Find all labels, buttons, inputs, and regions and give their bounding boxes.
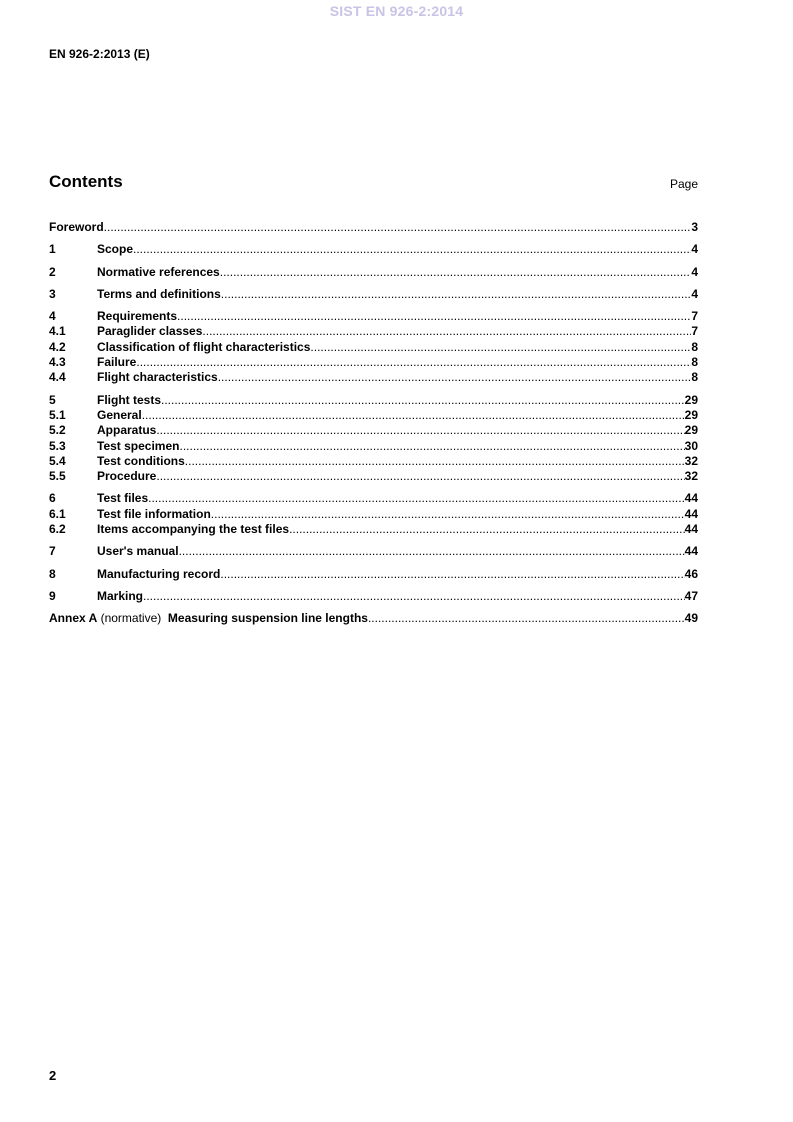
table-of-contents (49, 220, 698, 634)
toc-entry-title: Flight tests (97, 392, 162, 407)
toc-entry-test-file-information[interactable] (49, 507, 698, 522)
toc-entry-procedure[interactable] (49, 469, 698, 484)
toc-entry-number: 8 (49, 566, 56, 581)
toc-entry-title: Normative references (97, 264, 220, 279)
toc-entry-number: 5.5 (49, 469, 66, 484)
toc-entry-number: 6.1 (49, 506, 66, 521)
toc-entry-normative-references[interactable] (49, 265, 698, 280)
toc-leader-dots (133, 242, 691, 256)
toc-entry-page: 7 (691, 324, 698, 339)
toc-entry-title: Marking (97, 588, 144, 603)
toc-leader-dots (220, 567, 684, 581)
toc-entry-title: Procedure (97, 469, 157, 484)
toc-entry-page: 32 (684, 453, 698, 468)
toc-entry-page: 7 (691, 309, 698, 324)
toc-group-manufacturing (49, 567, 698, 582)
toc-entry-title: Terms and definitions (97, 286, 221, 301)
watermark: SIST EN 926-2:2014 (329, 3, 464, 19)
toc-entry-test-specimen[interactable] (49, 439, 698, 454)
toc-entry-number: 4.3 (49, 355, 66, 370)
toc-leader-dots (179, 544, 685, 558)
toc-entry-number: 9 (49, 588, 56, 603)
toc-entry-title (49, 611, 368, 625)
toc-entry-manufacturing-record[interactable] (49, 567, 698, 582)
toc-entry-test-files[interactable] (49, 491, 698, 506)
toc-entry-title: General (97, 407, 142, 422)
toc-entry-requirements[interactable] (49, 309, 698, 324)
toc-entry-number: 4.2 (49, 339, 66, 354)
toc-entry-number: 5.3 (49, 438, 66, 453)
toc-group-flight-tests (49, 393, 698, 485)
toc-entry-title: Items accompanying the test files (97, 522, 290, 537)
toc-leader-dots (218, 370, 692, 384)
toc-leader-dots (136, 355, 691, 369)
page-column-label: Page (669, 177, 698, 191)
document-reference: EN 926-2:2013 (E) (49, 47, 150, 61)
toc-entry-annex-a[interactable] (49, 611, 698, 626)
toc-entry-number: 4.1 (49, 324, 66, 339)
toc-entry-page: 44 (684, 506, 698, 521)
toc-entry-number: 6.2 (49, 522, 66, 537)
toc-leader-dots (156, 469, 684, 483)
toc-entry-number: 5 (49, 392, 56, 407)
toc-entry-general[interactable] (49, 408, 698, 423)
toc-group-test-files (49, 491, 698, 537)
toc-group-annex-a (49, 611, 698, 626)
toc-entry-terms-and-definitions[interactable] (49, 287, 698, 302)
toc-entry-title: User's manual (97, 544, 179, 559)
toc-leader-dots (161, 393, 685, 407)
toc-entry-title: Failure (97, 355, 137, 370)
toc-entry-title: Test conditions (97, 453, 185, 468)
toc-leader-dots (143, 589, 685, 603)
toc-entry-title: Foreword (49, 220, 104, 234)
toc-leader-dots (185, 454, 685, 468)
toc-entry-number: 5.1 (49, 407, 66, 422)
toc-entry-page: 49 (684, 611, 698, 626)
toc-leader-dots (179, 439, 684, 453)
toc-entry-page: 44 (684, 491, 698, 506)
toc-entry-page: 29 (684, 392, 698, 407)
toc-group-normative (49, 265, 698, 280)
toc-entry-number: 7 (49, 544, 56, 559)
page-number: 2 (49, 1068, 57, 1083)
toc-entry-page: 3 (691, 220, 698, 234)
toc-leader-dots (177, 309, 691, 323)
toc-leader-dots (148, 491, 685, 505)
toc-entry-title: Test files (97, 491, 149, 506)
toc-leader-dots (289, 522, 685, 536)
toc-entry-number: 4.4 (49, 370, 66, 385)
toc-leader-dots (211, 507, 685, 521)
toc-group-marking (49, 589, 698, 604)
annex-prefix: Annex A (49, 611, 98, 626)
toc-entry-number: 4 (49, 309, 56, 324)
toc-entry-page: 8 (691, 355, 698, 370)
toc-entry-title: Paraglider classes (97, 324, 203, 339)
toc-entry-page: 8 (691, 339, 698, 354)
toc-entry-title: Manufacturing record (97, 566, 221, 581)
toc-leader-dots (368, 611, 685, 625)
toc-entry-page: 30 (684, 438, 698, 453)
toc-entry-flight-tests[interactable] (49, 393, 698, 408)
toc-entry-title: Requirements (97, 309, 178, 324)
toc-entry-classification-flight-characteristics[interactable] (49, 340, 698, 355)
toc-entry-number: 5.2 (49, 423, 66, 438)
toc-entry-title: Apparatus (97, 423, 157, 438)
toc-group-terms (49, 287, 698, 302)
toc-leader-dots (202, 324, 691, 338)
contents-heading: Contents (49, 172, 123, 191)
toc-leader-dots (221, 287, 692, 301)
toc-leader-dots (142, 408, 685, 422)
toc-entry-paraglider-classes[interactable] (49, 324, 698, 339)
toc-entry-flight-characteristics[interactable] (49, 370, 698, 385)
toc-entry-test-conditions[interactable] (49, 454, 698, 469)
toc-entry-page: 8 (691, 370, 698, 385)
toc-entry-failure[interactable] (49, 355, 698, 370)
toc-entry-page: 32 (684, 469, 698, 484)
toc-entry-page: 29 (684, 423, 698, 438)
toc-entry-page: 46 (684, 566, 698, 581)
toc-entry-page: 4 (691, 242, 698, 257)
toc-entry-scope[interactable] (49, 242, 698, 257)
toc-entry-users-manual[interactable] (49, 544, 698, 559)
annex-title: Measuring suspension line lengths (167, 611, 368, 626)
toc-entry-marking[interactable] (49, 589, 698, 604)
toc-entry-number: 2 (49, 264, 56, 279)
toc-entry-number: 5.4 (49, 453, 66, 468)
toc-entry-apparatus[interactable] (49, 423, 698, 438)
toc-entry-number: 3 (49, 286, 56, 301)
toc-entry-items-accompanying[interactable] (49, 522, 698, 537)
toc-group-foreword (49, 220, 698, 235)
toc-entry-title: Flight characteristics (97, 370, 218, 385)
toc-entry-page: 4 (691, 286, 698, 301)
toc-leader-dots (220, 265, 692, 279)
toc-entry-title: Classification of flight characteristics (97, 339, 311, 354)
toc-entry-page: 4 (691, 264, 698, 279)
toc-leader-dots (156, 423, 684, 437)
toc-entry-title: Scope (97, 242, 134, 257)
toc-entry-page: 44 (684, 522, 698, 537)
toc-entry-page: 29 (684, 407, 698, 422)
toc-entry-number: 6 (49, 491, 56, 506)
toc-group-users-manual (49, 544, 698, 559)
toc-entry-page: 47 (684, 588, 698, 603)
toc-entry-title: Test specimen (97, 438, 180, 453)
toc-entry-number: 1 (49, 242, 56, 257)
toc-entry-title: Test file information (97, 506, 211, 521)
annex-qualifier: (normative) (97, 611, 168, 626)
toc-entry-foreword[interactable] (49, 220, 698, 235)
toc-entry-page: 44 (684, 544, 698, 559)
toc-leader-dots (104, 220, 692, 234)
toc-group-scope (49, 242, 698, 257)
toc-group-requirements (49, 309, 698, 385)
toc-leader-dots (310, 340, 691, 354)
